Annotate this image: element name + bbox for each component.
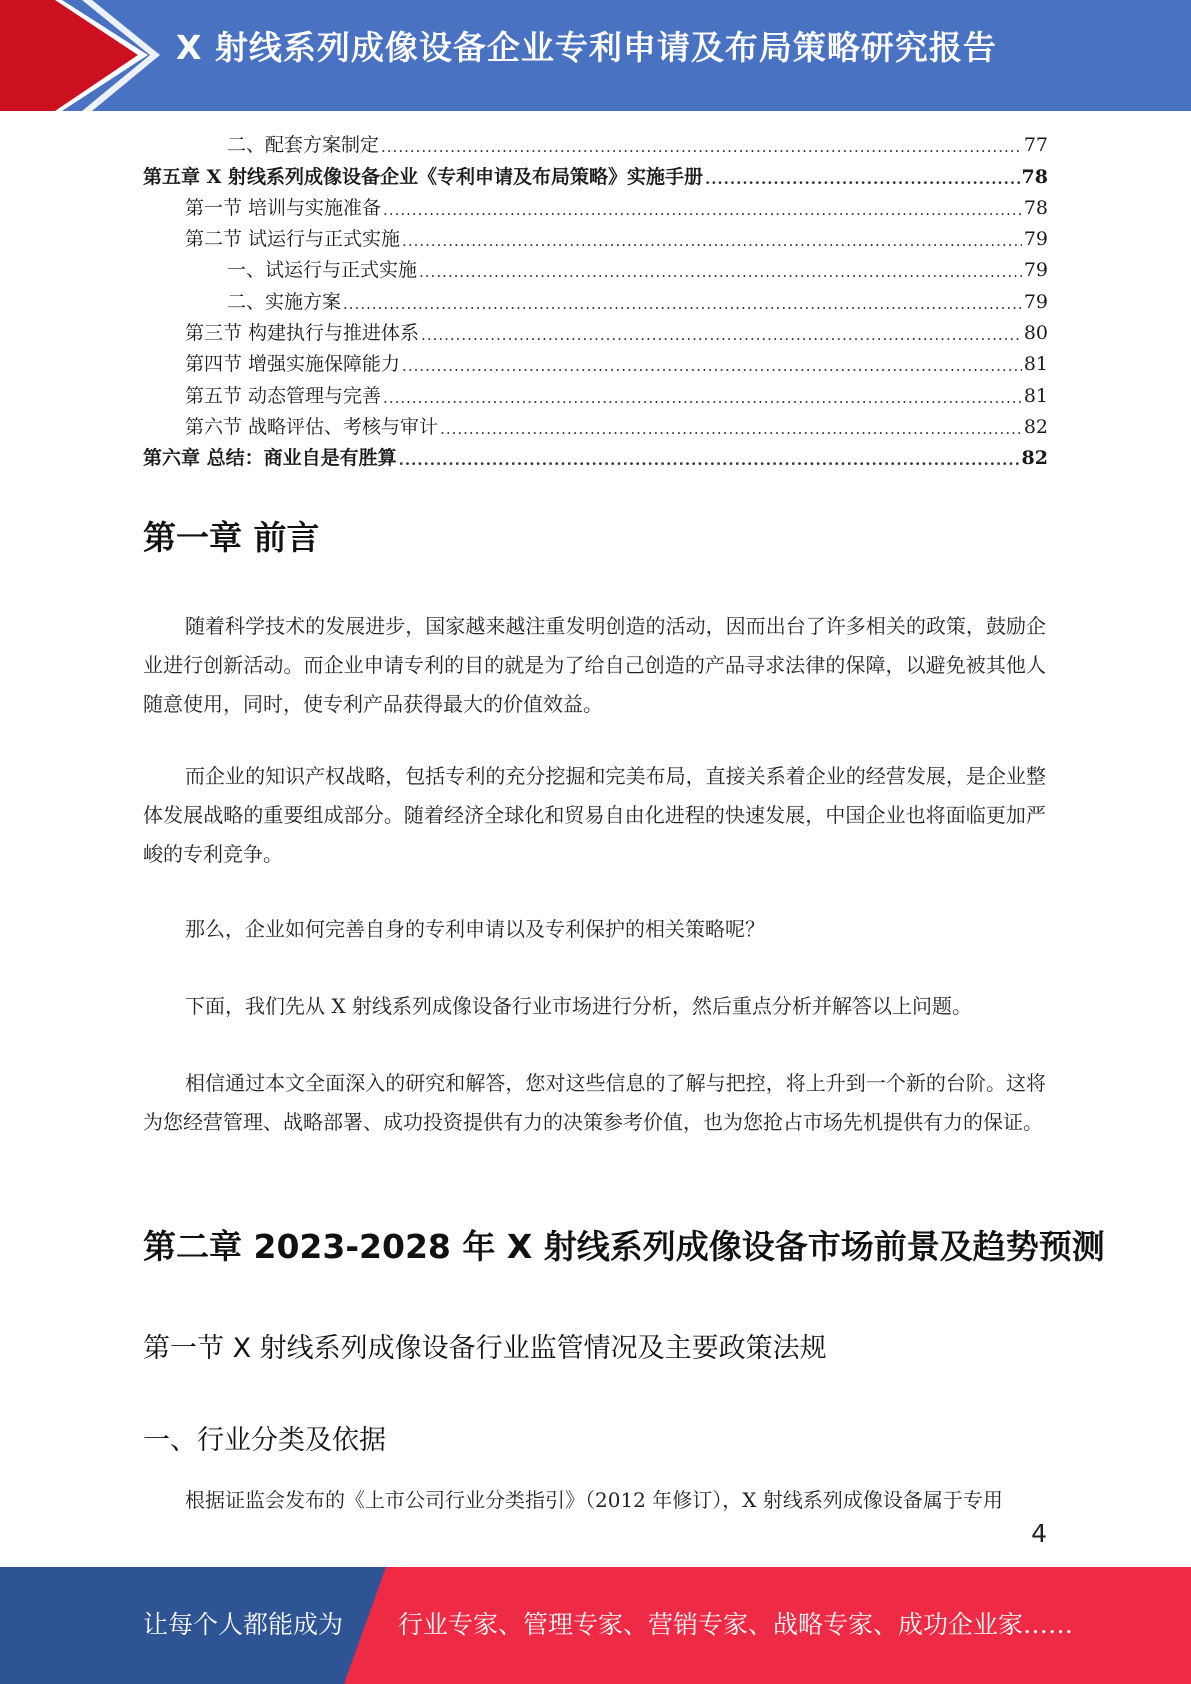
toc-entry-title: 第五章 X 射线系列成像设备企业《专利申请及布局策略》实施手册	[143, 165, 703, 188]
toc-entry-page: 82	[1021, 447, 1048, 470]
toc-entry-title: 第六节 战略评估、考核与审计	[185, 415, 439, 438]
toc-entry-page: 79	[1023, 228, 1048, 251]
page-header	[0, 0, 1191, 111]
report-title: X 射线系列成像设备企业专利申请及布局策略研究报告	[176, 28, 997, 67]
toc-entry-page: 78	[1023, 196, 1048, 219]
body-paragraph: 相信通过本文全面深入的研究和解答，您对这些信息的了解与把控，将上升到一个新的台阶。这将为您经营管理、战略部署、成功投资提供有力的决策参考价值，也为您抢占市场先机提供有力的保证。	[143, 1071, 1046, 1134]
footer-slogan-left: 让每个人都能成为	[143, 1610, 344, 1639]
toc-leader-dots	[440, 416, 1022, 443]
header-arrow-shape	[0, 0, 160, 111]
toc-entry-page: 79	[1023, 259, 1048, 282]
toc-leader-dots	[343, 291, 1022, 318]
subsection-heading: 一、行业分类及依据	[143, 1425, 386, 1456]
toc-leader-dots	[383, 197, 1022, 224]
toc-entry-page: 78	[1021, 165, 1048, 188]
toc-leader-dots	[419, 259, 1022, 286]
toc-entry-page: 81	[1023, 384, 1048, 407]
toc-leader-dots	[421, 322, 1022, 349]
toc-leader-dots	[381, 134, 1022, 161]
toc-entry[interactable]	[143, 161, 1048, 192]
toc-leader-dots	[402, 353, 1022, 380]
page-number: 4	[1031, 1519, 1047, 1548]
toc-entry-title: 第五节 动态管理与完善	[185, 384, 382, 407]
toc-entry-title: 第四节 增强实施保障能力	[185, 353, 401, 376]
toc-entry[interactable]	[143, 224, 1048, 255]
toc-entry[interactable]	[143, 255, 1048, 286]
toc-entry[interactable]	[143, 349, 1048, 380]
toc-entry[interactable]	[143, 412, 1048, 443]
toc-entry[interactable]	[143, 193, 1048, 224]
toc-entry-page: 81	[1023, 353, 1048, 376]
table-of-contents	[143, 130, 1048, 474]
body-paragraph: 随着科学技术的发展进步，国家越来越注重发明创造的活动，因而出台了许多相关的政策，鼓励企业进行创新活动。而企业申请专利的目的就是为了给自己创造的产品寻求法律的保障，以避免被其他人随意使用，同时，使专利产品获得最大的价值效益。	[143, 614, 1046, 716]
body-paragraph: 而企业的知识产权战略，包括专利的充分挖掘和完美布局，直接关系着企业的经营发展，是企业整体发展战略的重要组成部分。随着经济全球化和贸易自由化进程的快速发展，中国企业也将面临更加严峻的专利竞争。	[143, 764, 1046, 866]
toc-entry[interactable]	[143, 130, 1048, 161]
toc-entry[interactable]	[143, 318, 1048, 349]
toc-entry-title: 第二节 试运行与正式实施	[185, 228, 401, 251]
toc-leader-dots	[383, 385, 1022, 412]
toc-entry[interactable]	[143, 443, 1048, 474]
toc-entry-title: 第六章 总结：商业自是有胜算	[143, 447, 397, 470]
toc-entry-page: 82	[1023, 415, 1048, 438]
toc-entry-title: 二、配套方案制定	[227, 134, 380, 157]
chapter-heading: 第二章 2023-2028 年 X 射线系列成像设备市场前景及趋势预测	[143, 1227, 1105, 1266]
toc-entry[interactable]	[143, 286, 1048, 317]
toc-entry-title: 第三节 构建执行与推进体系	[185, 322, 420, 345]
toc-entry[interactable]	[143, 380, 1048, 411]
toc-entry-title: 一、试运行与正式实施	[227, 259, 418, 282]
page-footer	[0, 1567, 1191, 1684]
body-paragraph: 那么，企业如何完善自身的专利申请以及专利保护的相关策略呢？	[185, 917, 765, 941]
toc-entry-title: 第一节 培训与实施准备	[185, 196, 382, 219]
body-paragraph: 根据证监会发布的《上市公司行业分类指引》（2012 年修订），X 射线系列成像设备属于专用	[185, 1488, 1003, 1512]
chapter-heading: 第一章 前言	[143, 518, 320, 557]
toc-leader-dots	[705, 166, 1020, 193]
toc-entry-title: 二、实施方案	[227, 290, 342, 313]
body-paragraph: 下面，我们先从 X 射线系列成像设备行业市场进行分析，然后重点分析并解答以上问题。	[185, 994, 972, 1018]
section-heading: 第一节 X 射线系列成像设备行业监管情况及主要政策法规	[143, 1333, 827, 1364]
toc-leader-dots	[399, 447, 1020, 474]
footer-slogan-right: 行业专家、管理专家、营销专家、战略专家、成功企业家……	[398, 1610, 1074, 1639]
toc-leader-dots	[402, 228, 1022, 255]
toc-entry-page: 77	[1023, 134, 1048, 157]
toc-entry-page: 79	[1023, 290, 1048, 313]
toc-entry-page: 80	[1023, 322, 1048, 345]
